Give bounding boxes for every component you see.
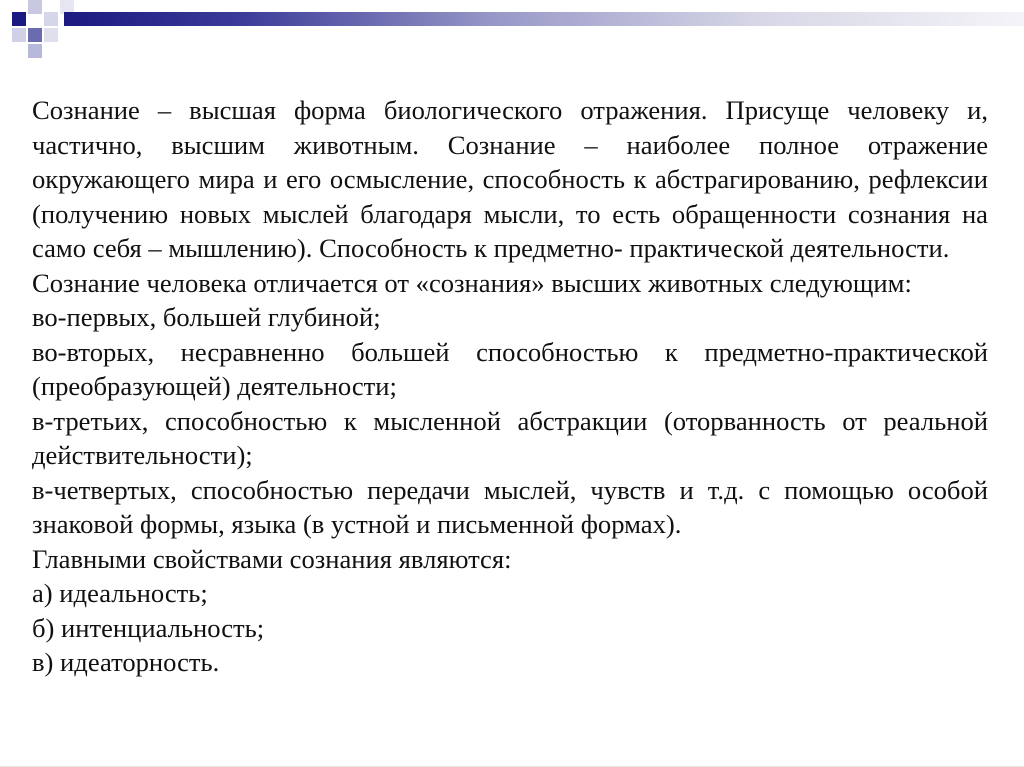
decor-square <box>44 12 58 26</box>
list-item: во-вторых, несравненно большей способностью к предметно-практической (преобразующей) деятельности; <box>32 336 988 401</box>
decor-square <box>44 28 58 42</box>
slide-body <box>32 93 988 680</box>
definition-paragraph: Сознание – высшая форма биологического отражения. Присуще человеку и, частично, высшим животным. Сознание – наиболее полное отражение окружающего мира и его осмысление, способность к абстрагированию, рефлексии (получению новых мыслей благодаря мысли, то есть обращенности сознания на само себя – мышлению). Способность к предметно- практической деятельности. <box>32 95 988 263</box>
decor-square <box>12 28 26 42</box>
comparison-intro: Сознание человека отличается от «сознания» высших животных следующим: <box>32 267 912 298</box>
list-item: во-первых, большей глубиной; <box>32 302 381 332</box>
decor-square <box>28 28 42 42</box>
decor-square <box>12 12 26 26</box>
decor-square <box>28 44 42 58</box>
header-gradient-bar <box>64 12 1024 26</box>
property-item: а) идеальность; <box>32 578 208 608</box>
properties-heading: Главными свойствами сознания являются: <box>32 543 512 574</box>
property-item: б) интенциальность; <box>32 612 265 643</box>
decor-square <box>28 0 42 14</box>
property-item: в) идеаторность. <box>32 647 220 677</box>
list-item: в-четвертых, способностью передачи мыслей, чувств и т.д. с помощью особой знаковой формы, языка (в устной и письменной формах). <box>32 474 988 539</box>
list-item: в-третьих, способностью к мысленной абстракции (оторванность от реальной действительности); <box>32 405 988 470</box>
